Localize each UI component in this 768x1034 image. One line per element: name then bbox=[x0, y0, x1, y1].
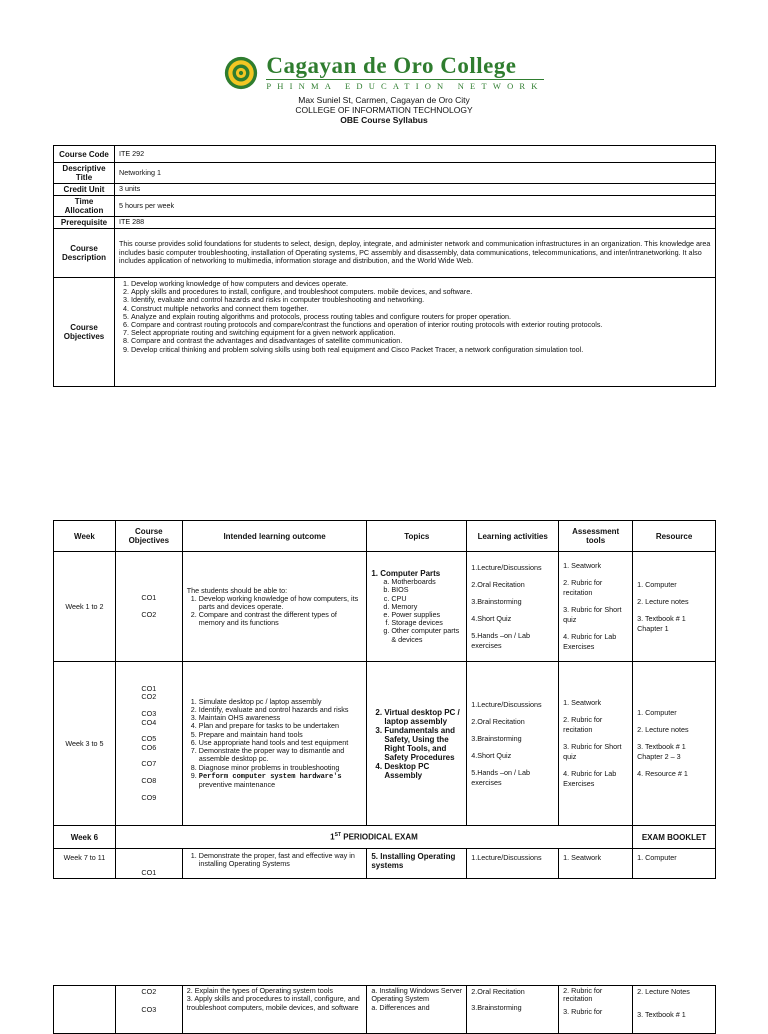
week-cell: Week 1 to 2 bbox=[54, 552, 116, 662]
course-objectives-value bbox=[115, 278, 716, 387]
activity-item: 1.Lecture/Discussions bbox=[471, 699, 542, 709]
topic-item: 4. Desktop PC Assembly bbox=[384, 762, 462, 780]
ilo-item: 8. Diagnose minor problems in troubleshooting bbox=[199, 764, 363, 772]
exam-ordinal-suffix: ST bbox=[334, 832, 342, 839]
co-code: CO8 bbox=[141, 775, 157, 785]
ilo-cell bbox=[182, 849, 367, 879]
subtopic-item: b. BIOS bbox=[391, 586, 462, 594]
row-course-objectives bbox=[54, 278, 716, 387]
objectives-list bbox=[119, 280, 711, 354]
assessment-item: 1. Seatwork bbox=[563, 698, 602, 707]
objective-item: 5. Analyze and explain routing algorithms and protocols, process routing tables and configure routers for proper operation. bbox=[131, 313, 711, 321]
ilo-item: 3. Apply skills and procedures to install, configure, and troubleshoot computers, mobile devices, and software bbox=[186, 994, 360, 1012]
resource-item: 2. Lecture Notes bbox=[637, 987, 690, 996]
ilo-item: 6. Use appropriate hand tools and test equipment bbox=[199, 739, 363, 747]
objective-item: 8. Compare and contrast the advantages and disadvantages of satellite communication. bbox=[131, 337, 711, 345]
row-course-code bbox=[54, 146, 716, 163]
row-credit-unit bbox=[54, 184, 716, 196]
ilo-item bbox=[199, 772, 363, 789]
activities-cell bbox=[467, 986, 559, 1034]
objective-item: 4. Construct multiple networks and connect them together. bbox=[131, 305, 711, 313]
ilo-item: 5. Prepare and maintain hand tools bbox=[199, 731, 363, 739]
subtopic-item: d. Memory bbox=[391, 603, 462, 611]
prerequisite-label: Prerequisite bbox=[54, 217, 115, 229]
resource-cell bbox=[633, 662, 716, 826]
assessment-cell bbox=[559, 662, 633, 826]
college-seal-icon bbox=[224, 56, 258, 90]
topic-item: 3. Fundamentals and Safety, Using the Right Tools, and Safety Procedures bbox=[384, 726, 462, 762]
subtopic-list bbox=[371, 578, 462, 644]
resource-item: 3. Textbook # 1 bbox=[637, 1010, 686, 1019]
topic-item: 2. Virtual desktop PC / laptop assembly bbox=[384, 708, 462, 726]
ilo-item: 2. Identify, evaluate and control hazards and risks bbox=[199, 706, 363, 714]
header-learning-activities: Learning activities bbox=[467, 521, 559, 552]
co-code: CO1 bbox=[141, 593, 157, 602]
course-objectives-label: Course Objectives bbox=[54, 278, 115, 387]
ilo-item-emphasis: Perform computer system hardware's bbox=[198, 772, 342, 781]
objective-item: 3. Identify, evaluate and control hazards and risks in computer troubleshooting and networking. bbox=[131, 296, 711, 304]
co-cell: CO1 bbox=[115, 849, 182, 879]
table-row bbox=[54, 552, 716, 662]
subtopic-item: c. CPU bbox=[391, 595, 462, 603]
topics-cell bbox=[367, 552, 467, 662]
exam-resource-cell: EXAM BOOKLET bbox=[633, 826, 716, 849]
header-course-objectives: Course Objectives bbox=[115, 521, 182, 552]
course-description-value: This course provides solid foundations for students to select, design, deploy, integrate, and administer network and communication infrastructures in an organization. This knowledge area includes basic computer troubleshooting, installation of Operating systems, PC assembly and disassembly, data communications, telecommunications, and inter/intranetworking. It also includes application of networking to multimedia, information storage and distribution, and the World Wide Web. bbox=[115, 229, 716, 278]
syllabus-table-continued bbox=[53, 985, 716, 1034]
college-name: Cagayan de Oro College bbox=[266, 53, 517, 78]
ilo-item: 1. Demonstrate the proper, fast and effective way in installing Operating Systems bbox=[199, 852, 363, 868]
assessment-item: 4. Rubric for Lab Exercises bbox=[563, 769, 617, 788]
table-row bbox=[54, 849, 716, 879]
subtopic-item: g. Other computer parts & devices bbox=[391, 627, 462, 643]
co-cell bbox=[115, 986, 182, 1034]
assessment-item: 4. Rubric for Lab Exercises bbox=[563, 632, 617, 651]
activity-item: 5.Hands –on / Lab exercises bbox=[471, 630, 530, 650]
subtopic-item: a. Motherboards bbox=[391, 578, 462, 586]
week-cell: Week 6 bbox=[54, 826, 116, 849]
time-allocation-label: Time Allocation bbox=[54, 196, 115, 217]
ilo-item-rest: preventive maintenance bbox=[198, 779, 276, 789]
network-name: PHINMA EDUCATION NETWORK bbox=[266, 81, 544, 91]
activity-item: 5.Hands –on / Lab exercises bbox=[471, 767, 530, 787]
syllabus-header-row bbox=[54, 521, 716, 552]
address: Max Suniel St, Carmen, Cagayan de Oro City bbox=[298, 95, 470, 105]
topics-cell bbox=[367, 986, 467, 1034]
ilo-intro: The students should be able to: bbox=[186, 585, 288, 595]
table-row bbox=[54, 986, 716, 1034]
credit-unit-label: Credit Unit bbox=[54, 184, 115, 196]
resource-cell bbox=[633, 986, 716, 1034]
assessment-item: 1. Seatwork bbox=[563, 561, 602, 570]
course-description-label: Course Description bbox=[54, 229, 115, 278]
exam-ordinal: 1 bbox=[330, 832, 335, 842]
ilo-item: 1. Develop working knowledge of how computers, its parts and devices operate. bbox=[199, 595, 363, 611]
table-row bbox=[54, 662, 716, 826]
course-info-table bbox=[53, 145, 716, 387]
ilo-item: 2. Compare and contrast the different types of memory and its functions bbox=[199, 611, 363, 627]
assessment-item: 2. Rubric for recitation bbox=[563, 578, 603, 597]
assessment-item: 2. Rubric for recitation bbox=[563, 986, 603, 1004]
co-code: CO5 bbox=[141, 734, 157, 744]
exam-row bbox=[54, 826, 716, 849]
credit-unit-value: 3 units bbox=[115, 184, 716, 196]
ilo-item: 1. Simulate desktop pc / laptop assembly bbox=[199, 698, 363, 706]
co-code: CO2 bbox=[141, 610, 157, 619]
topic-number: 1. bbox=[371, 569, 378, 579]
resource-item: 4. Resource # 1 bbox=[637, 769, 688, 778]
resource-item: 2. Lecture notes bbox=[637, 725, 689, 734]
objective-item: 6. Compare and contrast routing protocols and compare/contrast the functions and operation of interior routing protocols with exterior routing protocols. bbox=[131, 321, 711, 329]
ilo-item: 7. Demonstrate the proper way to dismantle and assemble desktop pc. bbox=[199, 747, 363, 763]
activity-item: 2.Oral Recitation bbox=[471, 987, 525, 996]
course-code-value: ITE 292 bbox=[115, 146, 716, 163]
subtopic-item: a. Differences and bbox=[371, 1002, 430, 1012]
descriptive-title-label: Descriptive Title bbox=[54, 163, 115, 184]
activity-item: 4.Short Quiz bbox=[471, 750, 512, 760]
topic-list bbox=[371, 708, 462, 780]
logo-row bbox=[0, 54, 768, 91]
time-allocation-value: 5 hours per week bbox=[115, 196, 716, 217]
co-code: CO9 bbox=[141, 792, 157, 802]
exam-label-cell bbox=[115, 826, 632, 849]
row-course-description bbox=[54, 229, 716, 278]
syllabus-table bbox=[53, 520, 716, 879]
activity-item: 3.Brainstorming bbox=[471, 596, 522, 606]
header-intended-learning-outcome: Intended learning outcome bbox=[182, 521, 367, 552]
ilo-list bbox=[187, 852, 363, 868]
objective-item: 9. Develop critical thinking and problem solving skills using both real equipment and Cisco Packet Tracer, a network configuration simulation tool. bbox=[131, 346, 711, 354]
department: COLLEGE OF INFORMATION TECHNOLOGY bbox=[295, 105, 473, 115]
prerequisite-value: ITE 288 bbox=[115, 217, 716, 229]
assessment-cell: 1. Seatwork bbox=[559, 849, 633, 879]
activity-item: 4.Short Quiz bbox=[471, 613, 512, 623]
co-cell bbox=[115, 662, 182, 826]
activity-item: 3.Brainstorming bbox=[471, 1003, 522, 1012]
week-cell: Week 3 to 5 bbox=[54, 662, 116, 826]
objective-item: 7. Select appropriate routing and switching equipment for a given network application. bbox=[131, 329, 711, 337]
document-title: OBE Course Syllabus bbox=[340, 115, 428, 125]
assessment-cell bbox=[559, 552, 633, 662]
ilo-item: 3. Maintain OHS awareness bbox=[199, 714, 363, 722]
subtopic-item: e. Power supplies bbox=[391, 611, 462, 619]
subtopic-item: a. Installing Windows Server Operating System bbox=[371, 986, 463, 1004]
exam-label: PERIODICAL EXAM bbox=[341, 832, 418, 842]
header-week: Week bbox=[54, 521, 116, 552]
resource-item: 1. Computer bbox=[637, 579, 677, 589]
resource-cell bbox=[633, 552, 716, 662]
activity-item: 1.Lecture/Discussions bbox=[471, 562, 542, 572]
assessment-cell bbox=[559, 986, 633, 1034]
assessment-item: 2. Rubric for recitation bbox=[563, 715, 603, 734]
document-header bbox=[0, 54, 768, 125]
co-code: CO2 bbox=[141, 987, 157, 996]
ilo-cell bbox=[182, 552, 367, 662]
topic-name: Computer Parts bbox=[380, 569, 441, 579]
activities-cell bbox=[467, 552, 559, 662]
header-topics: Topics bbox=[367, 521, 467, 552]
assessment-item: 3. Rubric for Short quiz bbox=[563, 742, 622, 761]
co-code: CO2 bbox=[141, 692, 157, 702]
resource-item: 3. Textbook # 1 Chapter 1 bbox=[637, 613, 686, 633]
resource-item: 3. Textbook # 1 Chapter 2 – 3 bbox=[637, 742, 686, 761]
resource-cell: 1. Computer bbox=[633, 849, 716, 879]
topics-cell bbox=[367, 662, 467, 826]
co-cell bbox=[115, 552, 182, 662]
ilo-item: 2. Explain the types of Operating system tools bbox=[186, 986, 333, 995]
row-prerequisite bbox=[54, 217, 716, 229]
subtopic-item: f. Storage devices bbox=[391, 619, 462, 627]
assessment-item: 3. Rubric for Short quiz bbox=[563, 605, 622, 624]
topics-cell: 5. Installing Operating systems bbox=[367, 849, 467, 879]
resource-item: 2. Lecture notes bbox=[637, 596, 689, 606]
co-code: CO1 bbox=[141, 683, 157, 693]
activity-item: 2.Oral Recitation bbox=[471, 716, 525, 726]
header-assessment-tools: Assessment tools bbox=[559, 521, 633, 552]
row-descriptive-title bbox=[54, 163, 716, 184]
course-code-label: Course Code bbox=[54, 146, 115, 163]
co-code: CO3 bbox=[141, 1005, 157, 1014]
assessment-item: 3. Rubric for bbox=[563, 1006, 603, 1016]
objective-item: 1. Develop working knowledge of how computers and devices operate. bbox=[131, 280, 711, 288]
descriptive-title-value: Networking 1 bbox=[115, 163, 716, 184]
activities-cell bbox=[467, 662, 559, 826]
activity-item: 3.Brainstorming bbox=[471, 733, 522, 743]
ilo-item: 4. Plan and prepare for tasks to be undertaken bbox=[199, 722, 363, 730]
college-wordmark bbox=[266, 54, 543, 91]
co-code: CO7 bbox=[141, 759, 157, 769]
row-time-allocation bbox=[54, 196, 716, 217]
activity-item: 2.Oral Recitation bbox=[471, 579, 525, 589]
ilo-list bbox=[187, 595, 363, 628]
resource-item: 1. Computer bbox=[637, 708, 677, 717]
co-code: CO6 bbox=[141, 742, 157, 752]
co-code: CO4 bbox=[141, 717, 157, 727]
objective-item: 2. Apply skills and procedures to install, configure, and troubleshoot computers. mobile devices, and software. bbox=[131, 288, 711, 296]
week-cell: Week 7 to 11 bbox=[54, 849, 116, 879]
ilo-cell bbox=[182, 662, 367, 826]
ilo-cell bbox=[182, 986, 367, 1034]
co-code: CO3 bbox=[141, 709, 157, 719]
ilo-list bbox=[187, 698, 363, 789]
activities-cell: 1.Lecture/Discussions bbox=[467, 849, 559, 879]
week-cell bbox=[54, 986, 116, 1034]
header-resource: Resource bbox=[633, 521, 716, 552]
